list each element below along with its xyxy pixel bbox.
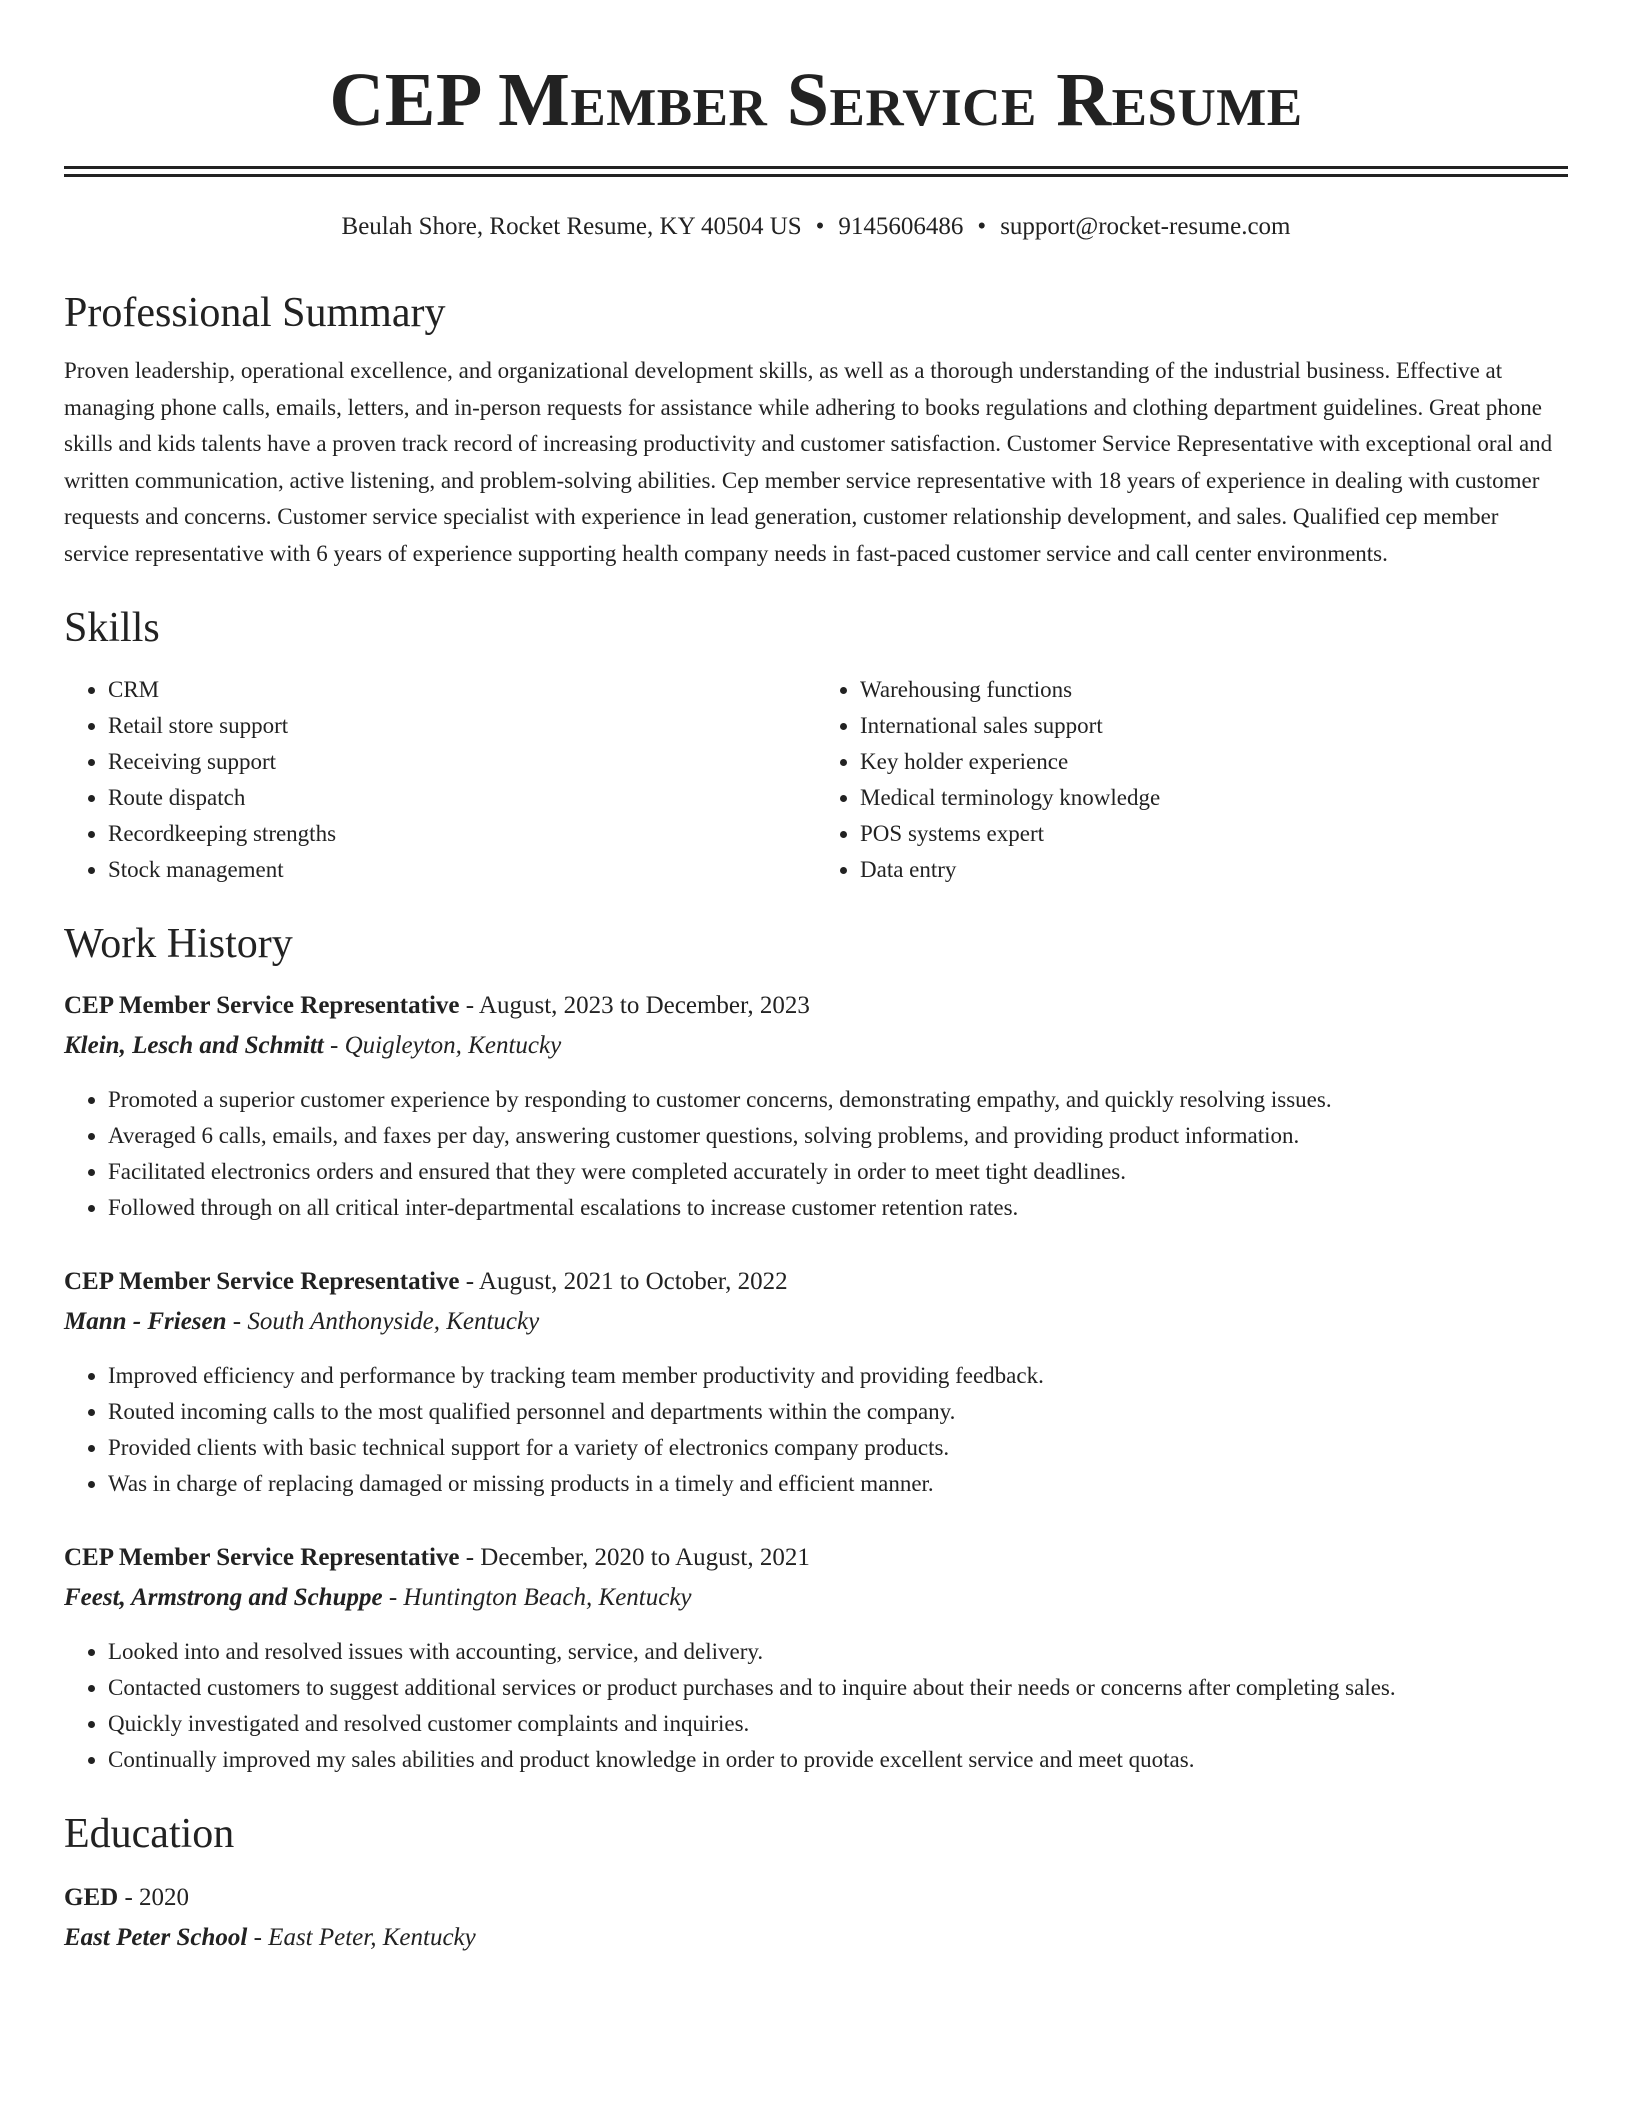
- skills-grid: [64, 672, 1568, 888]
- resume-title: CEP Member Service Resume: [329, 58, 1303, 142]
- job-company-line: [64, 1580, 1568, 1616]
- job-bullets: [64, 1082, 1568, 1226]
- job-entry: [64, 988, 1568, 1226]
- skills-heading: Skills: [64, 605, 160, 651]
- education-year: - 2020: [118, 1884, 190, 1911]
- contact-address: Beulah Shore, Rocket Resume, KY 40504 US: [341, 213, 802, 240]
- skills-list-left: [64, 672, 816, 888]
- job-bullet: • Contacted customers to suggest additional services or product purchases and to inquire about their needs or concerns after completing sales.: [108, 1670, 1568, 1706]
- education-school: East Peter School: [64, 1924, 248, 1951]
- skill-item: • Recordkeeping strengths: [108, 816, 816, 852]
- job-title: CEP Member Service Representative: [64, 1544, 460, 1571]
- skill-item: • International sales support: [860, 708, 1568, 744]
- summary-heading: Professional Summary: [64, 290, 446, 336]
- skill-item: • Warehousing functions: [860, 672, 1568, 708]
- job-bullet: • Facilitated electronics orders and ensured that they were completed accurately in order to meet tight deadlines.: [108, 1154, 1568, 1190]
- job-location: - South Anthonyside, Kentucky: [226, 1308, 540, 1335]
- skill-item: • POS systems expert: [860, 816, 1568, 852]
- education-heading: Education: [64, 1811, 235, 1857]
- job-bullet: • Followed through on all critical inter-departmental escalations to increase customer retention rates.: [108, 1190, 1568, 1226]
- job-title-line: [64, 988, 1568, 1024]
- job-bullet: • Promoted a superior customer experience by responding to customer concerns, demonstrating empathy, and quickly resolving issues.: [108, 1082, 1568, 1118]
- job-company: Feest, Armstrong and Schuppe: [64, 1584, 383, 1611]
- job-company: Klein, Lesch and Schmitt: [64, 1032, 324, 1059]
- skill-item: • Retail store support: [108, 708, 816, 744]
- job-title: CEP Member Service Representative: [64, 1268, 460, 1295]
- education-degree: GED: [64, 1884, 119, 1911]
- job-company-line: [64, 1304, 1568, 1340]
- job-bullets: [64, 1358, 1568, 1502]
- job-bullet: • Continually improved my sales abilities and product knowledge in order to provide excellent service and meet quotas.: [108, 1742, 1568, 1778]
- skill-item: • CRM: [108, 672, 816, 708]
- job-title-line: [64, 1264, 1568, 1300]
- skill-item: • Key holder experience: [860, 744, 1568, 780]
- job-bullet: • Routed incoming calls to the most qualified personnel and departments within the company.: [108, 1394, 1568, 1430]
- contact-line: [64, 211, 1568, 243]
- education-degree-line: [64, 1880, 1568, 1916]
- work-history-heading: Work History: [64, 921, 293, 967]
- job-location: - Huntington Beach, Kentucky: [382, 1584, 692, 1611]
- job-dates: - December, 2020 to August, 2021: [459, 1544, 810, 1571]
- job-bullets: [64, 1634, 1568, 1778]
- job-entry: [64, 1540, 1568, 1778]
- job-location: - Quigleyton, Kentucky: [323, 1032, 562, 1059]
- job-title-line: [64, 1540, 1568, 1576]
- job-entry: [64, 1264, 1568, 1502]
- skill-item: • Route dispatch: [108, 780, 816, 816]
- summary-text: Proven leadership, operational excellence, and organizational development skills, as well as a thorough understanding of the industrial business. Effective at managing phone calls, emails, letters, and in-person requests for assistance while adhering to books regulations and clothing department guidelines. Great phone skills and kids talents have a proven track record of increasing productivity and customer satisfaction. Customer Service Representative with exceptional oral and written communication, active listening, and problem-solving abilities. Cep member service representative with 18 years of experience in dealing with customer requests and concerns. Customer service specialist with experience in lead generation, customer relationship development, and sales. Qualified cep member service representative with 6 years of experience supporting health company needs in fast-paced customer service and call center environments.: [64, 358, 1553, 566]
- skill-item: • Data entry: [860, 852, 1568, 888]
- job-bullet: • Was in charge of replacing damaged or missing products in a timely and efficient manner.: [108, 1466, 1568, 1502]
- job-dates: - August, 2021 to October, 2022: [459, 1268, 788, 1295]
- job-bullet: • Looked into and resolved issues with accounting, service, and delivery.: [108, 1634, 1568, 1670]
- job-company-line: [64, 1028, 1568, 1064]
- contact-email[interactable]: support@rocket-resume.com: [1000, 213, 1291, 240]
- job-bullet: • Averaged 6 calls, emails, and faxes per day, answering customer questions, solving problems, and providing product information.: [108, 1118, 1568, 1154]
- education-location: - East Peter, Kentucky: [247, 1924, 476, 1951]
- job-company: Mann - Friesen: [64, 1308, 227, 1335]
- job-bullet: • Provided clients with basic technical support for a variety of electronics company products.: [108, 1430, 1568, 1466]
- title-divider: [64, 166, 1568, 177]
- contact-separator: •: [815, 213, 825, 240]
- skills-list-right: [816, 672, 1568, 888]
- job-title: CEP Member Service Representative: [64, 992, 460, 1019]
- job-bullet: • Quickly investigated and resolved customer complaints and inquiries.: [108, 1706, 1568, 1742]
- job-bullet: • Improved efficiency and performance by tracking team member productivity and providing feedback.: [108, 1358, 1568, 1394]
- job-dates: - August, 2023 to December, 2023: [459, 992, 810, 1019]
- contact-phone[interactable]: 9145606486: [838, 213, 964, 240]
- skill-item: • Medical terminology knowledge: [860, 780, 1568, 816]
- education-school-line: [64, 1920, 1568, 1956]
- education-entry: [64, 1880, 1568, 1956]
- skill-item: • Stock management: [108, 852, 816, 888]
- skill-item: • Receiving support: [108, 744, 816, 780]
- contact-separator: •: [977, 213, 987, 240]
